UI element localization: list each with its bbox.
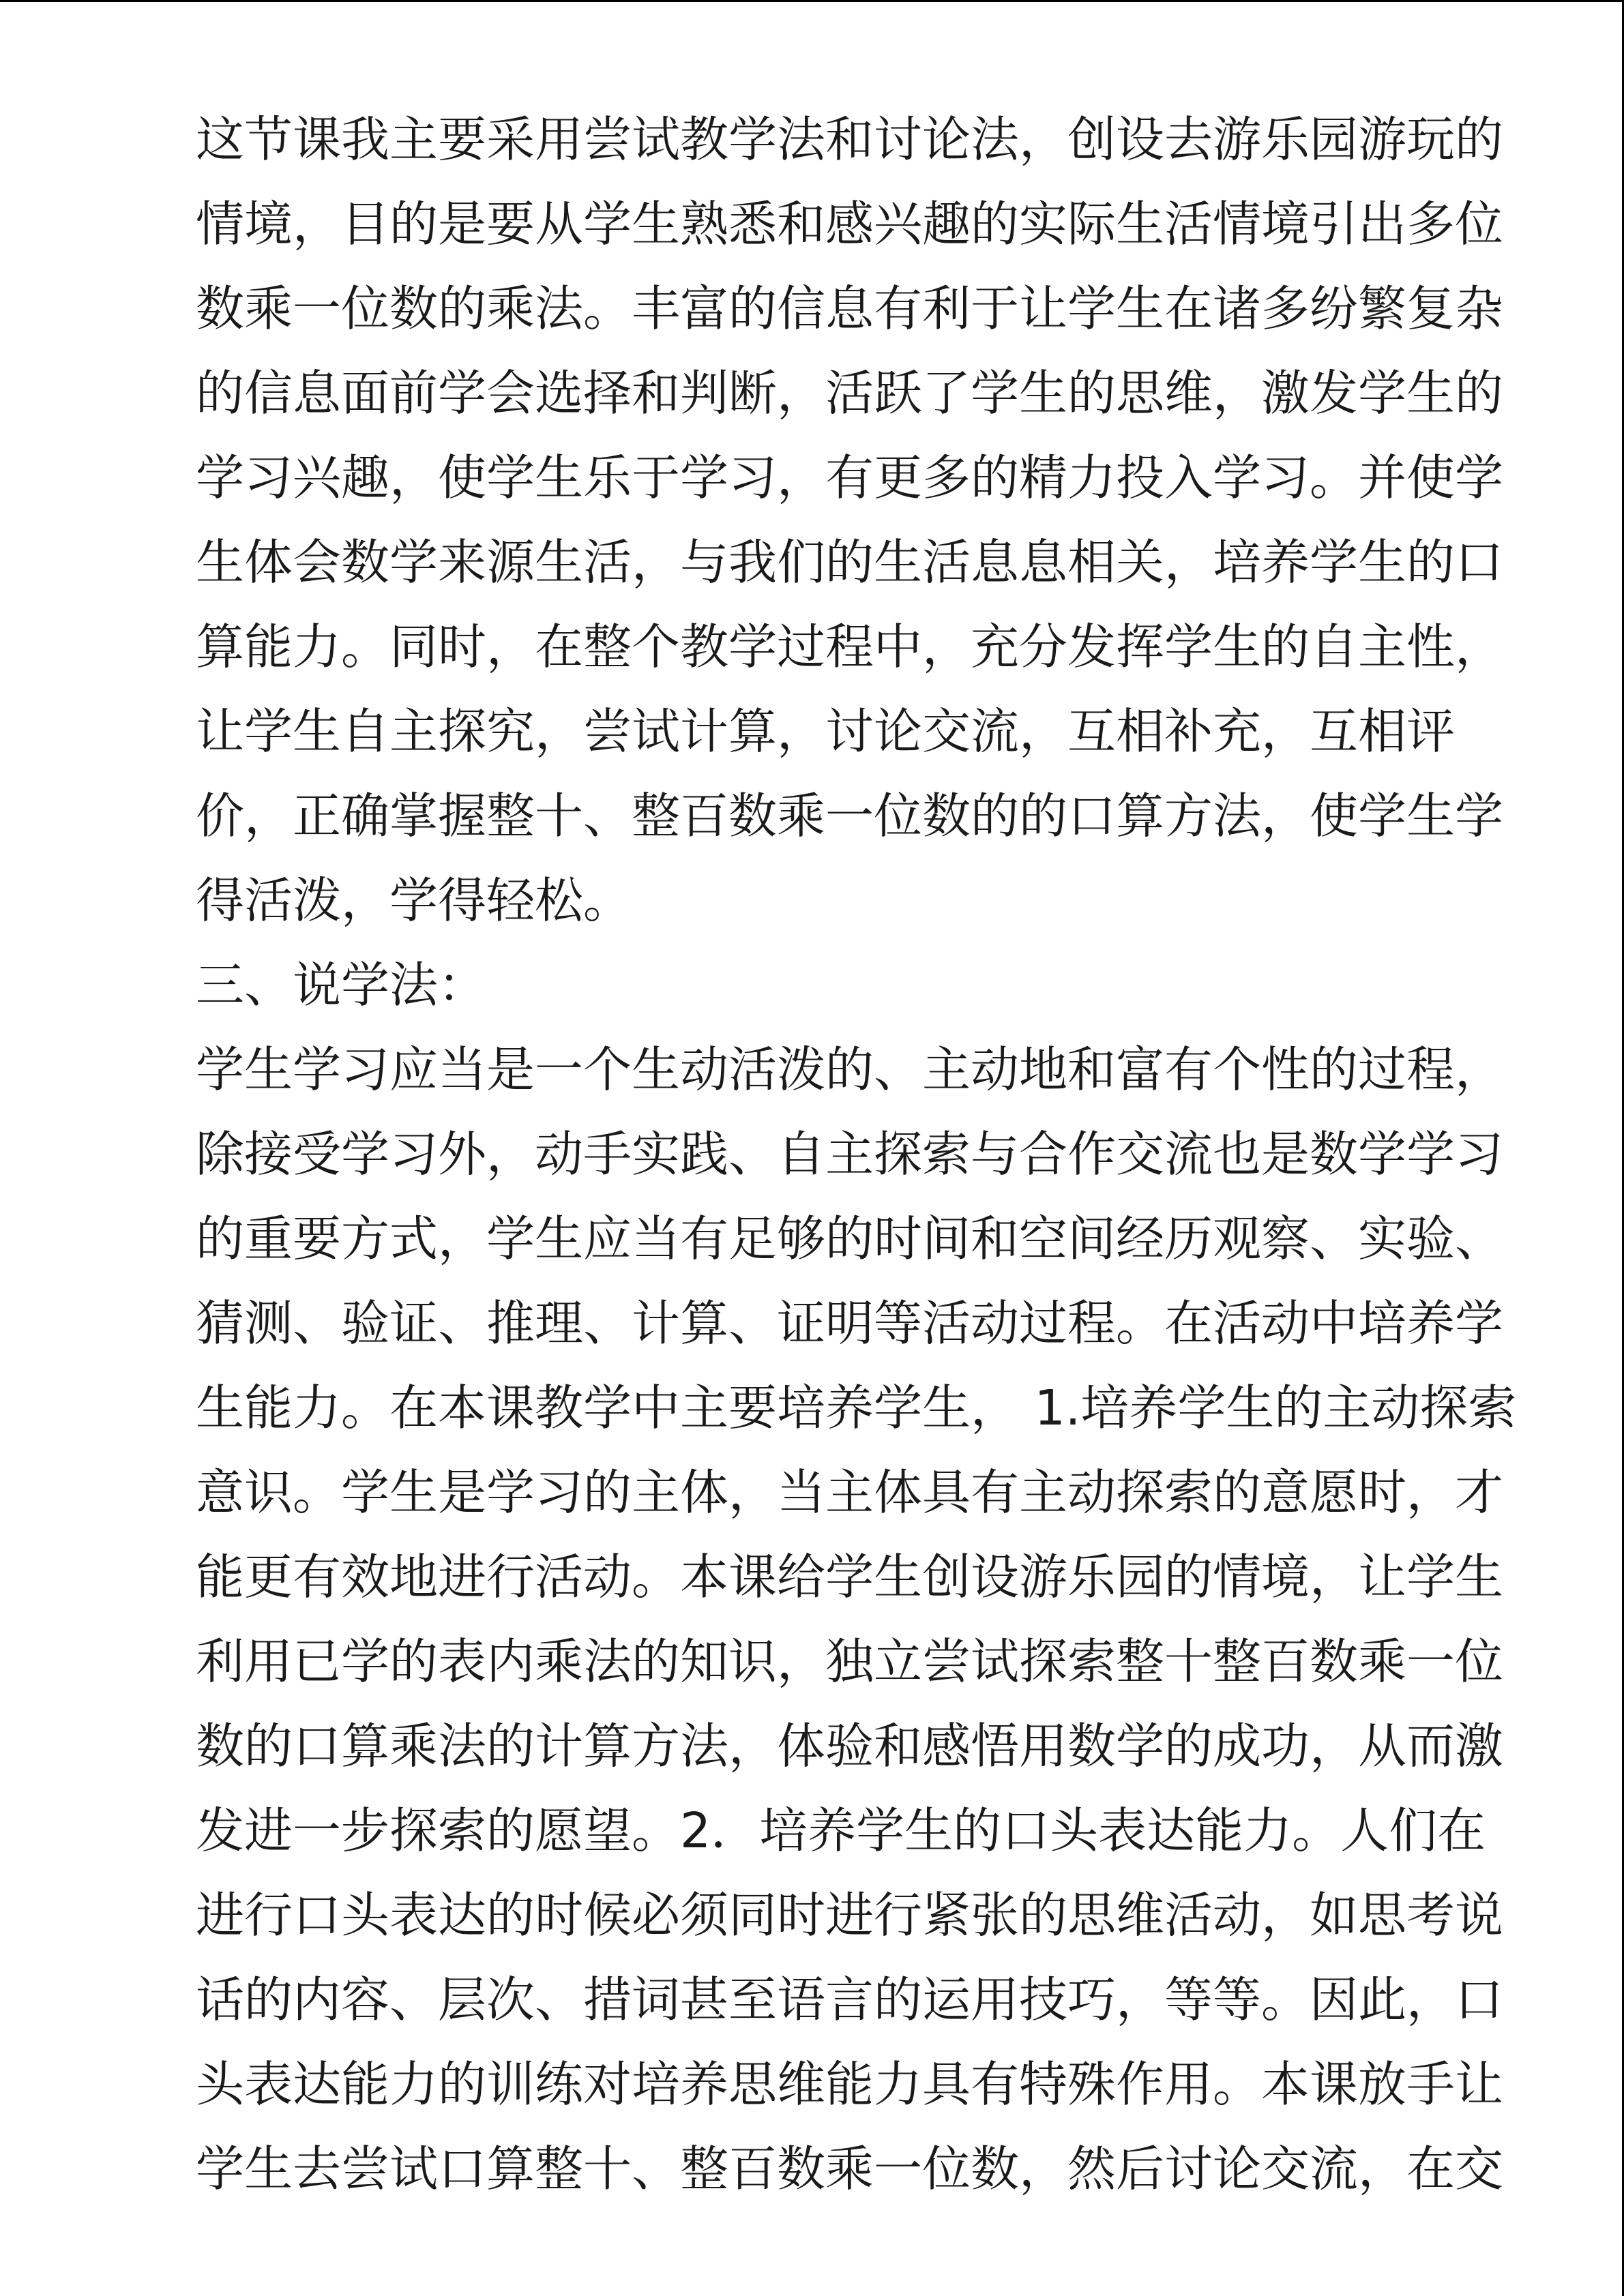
text-line: 的重要方式，学生应当有足够的时间和空间经历观察、实验、: [196, 1210, 1504, 1267]
text-line: 发进一步探索的愿望。2．培养学生的口头表达能力。人们在: [196, 1802, 1486, 1859]
text-line: 除接受学习外，动手实践、自主探索与合作交流也是数学学习: [196, 1126, 1504, 1182]
text-line: 得活泼，学得轻松。: [196, 872, 632, 929]
text-line: 头表达能力的训练对培养思维能力具有特殊作用。本课放手让: [196, 2056, 1504, 2113]
text-line: 意识。学生是学习的主体，当主体具有主动探索的意愿时，才: [196, 1464, 1504, 1521]
text-line: 价，正确掌握整十、整百数乘一位数的的口算方法，使学生学: [196, 788, 1504, 844]
text-line: 让学生自主探究，尝试计算，讨论交流，互相补充，互相评: [196, 703, 1456, 760]
text-line: 这节课我主要采用尝试教学法和讨论法，创设去游乐园游玩的: [196, 111, 1504, 168]
body-text: [196, 98, 1533, 2211]
text-line: 生能力。在本课教学中主要培养学生， 1.培养学生的主动探索: [196, 1380, 1517, 1436]
text-line: 情境，目的是要从学生熟悉和感兴趣的实际生活情境引出多位: [196, 196, 1504, 252]
section-heading: 三、说学法：: [196, 957, 487, 1013]
text-line: 数的口算乘法的计算方法，体验和感悟用数学的成功，从而激: [196, 1718, 1504, 1774]
text-line: 猜测、验证、推理、计算、证明等活动过程。在活动中培养学: [196, 1295, 1504, 1352]
text-line: 生体会数学来源生活，与我们的生活息息相关，培养学生的口: [196, 534, 1504, 591]
text-line: 能更有效地进行活动。本课给学生创设游乐园的情境，让学生: [196, 1549, 1504, 1605]
text-line: 数乘一位数的乘法。丰富的信息有利于让学生在诸多纷繁复杂: [196, 280, 1504, 337]
text-line: 话的内容、层次、措词甚至语言的运用技巧，等等。因此，口: [196, 1971, 1504, 2028]
text-line: 学习兴趣，使学生乐于学习，有更多的精力投入学习。并使学: [196, 449, 1504, 506]
text-line: 的信息面前学会选择和判断，活跃了学生的思维，激发学生的: [196, 365, 1504, 421]
text-line: 学生学习应当是一个生动活泼的、主动地和富有个性的过程，: [196, 1041, 1504, 1098]
text-line: 算能力。同时，在整个教学过程中，充分发挥学生的自主性，: [196, 618, 1504, 675]
text-line: 利用已学的表内乘法的知识，独立尝试探索整十整百数乘一位: [196, 1633, 1504, 1690]
text-line: 学生去尝试口算整十、整百数乘一位数，然后讨论交流，在交: [196, 2141, 1504, 2197]
text-line: 进行口头表达的时候必须同时进行紧张的思维活动，如思考说: [196, 1887, 1504, 1943]
